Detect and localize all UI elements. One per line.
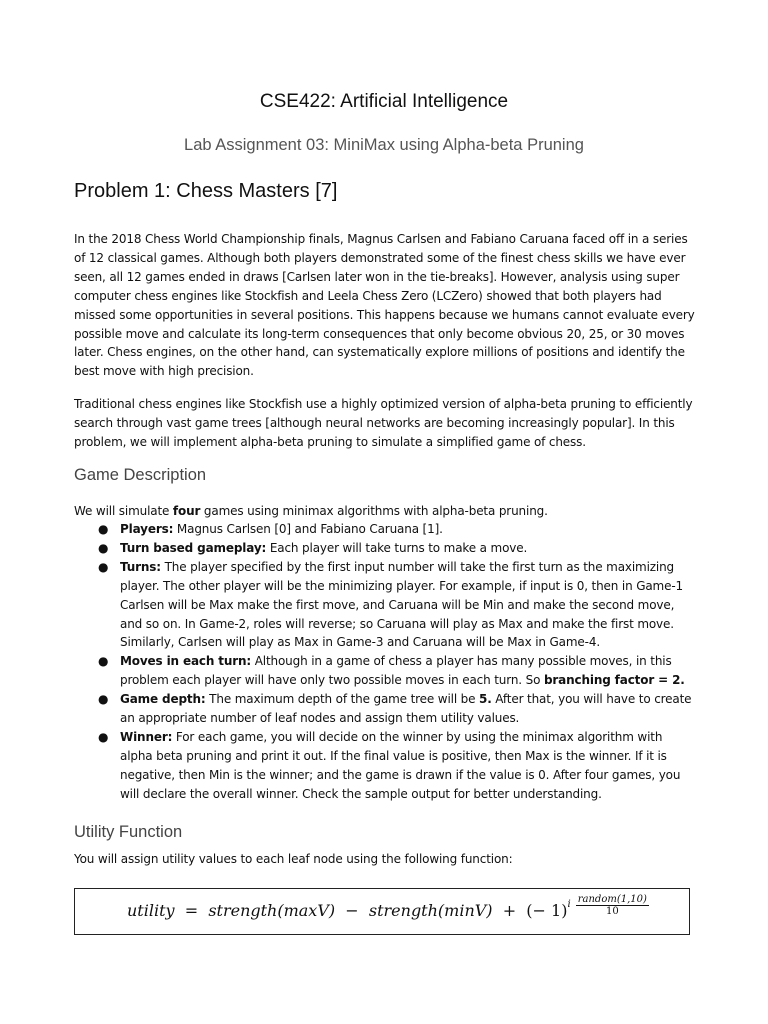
list-item [74,728,696,804]
bullet-text: Although in a game of chess a player has many possible moves, in this problem each player will have only two possible moves in each turn. So [120,654,672,688]
intro-paragraph: In the 2018 Chess World Championship finals, Magnus Carlsen and Fabiano Caruana faced off in a series of 12 classical games. Although both players demonstrated some of the finest chess skills we have ever seen, all 12 games ended in draws [Carlsen later won in the tie-breaks]. However, analysis using super computer chess engines like Stockfish and Leela Chess Zero (LCZero) showed that both players had missed some opportunities in several positions. This happens because we humans cannot evaluate every possible move and calculate its long-term consequences that only become obvious 20, 25, or 30 moves later. Chess engines, on the other hand, can systematically explore millions of positions and identify the best move with high precision. [74,232,695,379]
course-title: CSE422: Artificial Intelligence [259,91,509,112]
problem-heading: Problem 1: Chess Masters [7] [74,180,338,202]
formula-box [74,888,690,935]
formula-exponent: i [567,899,571,910]
bullet-bold-tail: 5. [479,692,492,707]
list-item [74,520,696,539]
game-description-heading: Game Description [74,466,207,484]
bullet-icon: ● [98,522,109,536]
intro-text-bold: four [172,504,201,518]
lab-subtitle: Lab Assignment 03: MiniMax using Alpha-beta Pruning [184,136,584,154]
intro-text-before: We will simulate [74,504,173,518]
bullet-label: Turn based gameplay: [120,540,267,555]
rules-list [74,520,696,804]
formula-lhs: utility [127,901,175,920]
bullet-tail: After that, you will have to create an appropriate number of leaf nodes and assign them utility values. [120,692,692,726]
formula-plus: + [502,901,517,920]
bullet-icon: ● [98,540,109,555]
list-item [74,558,696,653]
formula-term2: strength(minV) [368,901,493,920]
game-description-intro [74,502,696,521]
list-item [74,539,696,558]
list-item [74,690,696,728]
utility-formula [127,894,649,923]
formula-fraction-numerator: random(1,10) [577,894,647,905]
bullet-text: Magnus Carlsen [0] and Fabiano Caruana [1]. [173,522,443,536]
bullet-icon: ● [98,729,109,744]
formula-term3: (− 1) [526,901,568,920]
bullet-icon: ● [98,692,109,707]
utility-intro: You will assign utility values to each leaf node using the following function: [74,852,513,866]
utility-function-heading: Utility Function [74,823,183,841]
bullet-label: Moves in each turn: [120,654,252,669]
bullet-bold-tail: branching factor = 2. [543,673,685,688]
bullet-icon: ● [98,559,109,574]
bullet-label: Game depth: [120,692,206,707]
bullet-text: For each game, you will decide on the winner by using the minimax algorithm with alpha beta pruning and print it out. If the final value is positive, then Max is the winner. If it is negative, then Min is the winner; and the game is drawn if the value is 0. After four games, you will declare the overall winner. Check the sample output for better understanding. [120,729,681,801]
second-paragraph: Traditional chess engines like Stockfish use a highly optimized version of alpha-beta pruning to efficiently search through vast game trees [although neural networks are becoming increasingly popular]. In this problem, we will implement alpha-beta pruning to simulate a simplified game of chess. [74,397,693,449]
bullet-label: Turns: [120,559,161,574]
formula-term1: strength(maxV) [208,901,336,920]
bullet-text: The player specified by the first input number will take the first turn as the maximizing player. The other player will be the minimizing player. For example, if input is 0, then in Game-1 Carlsen will be Max make the first move, and Caruana will be Min and make the second move, and so on. In Game-2, roles will reverse; so Caruana will play as Max and make the first move. Similarly, Carlsen will play as Max in Game-3 and Caruana will be Max in Game-4. [120,559,683,650]
formula-equals: = [184,901,199,920]
list-item [74,652,696,690]
bullet-icon: ● [98,654,109,669]
formula-fraction [576,894,649,917]
bullet-text: Each player will take turns to make a move. [266,540,528,555]
formula-fraction-denominator: 10 [605,906,619,917]
bullet-label: Players: [120,522,174,536]
bullet-label: Winner: [120,729,173,744]
intro-text-after: games using minimax algorithms with alpha-beta pruning. [200,504,548,518]
formula-minus: − [345,901,359,920]
bullet-text: The maximum depth of the game tree will be [205,692,480,707]
